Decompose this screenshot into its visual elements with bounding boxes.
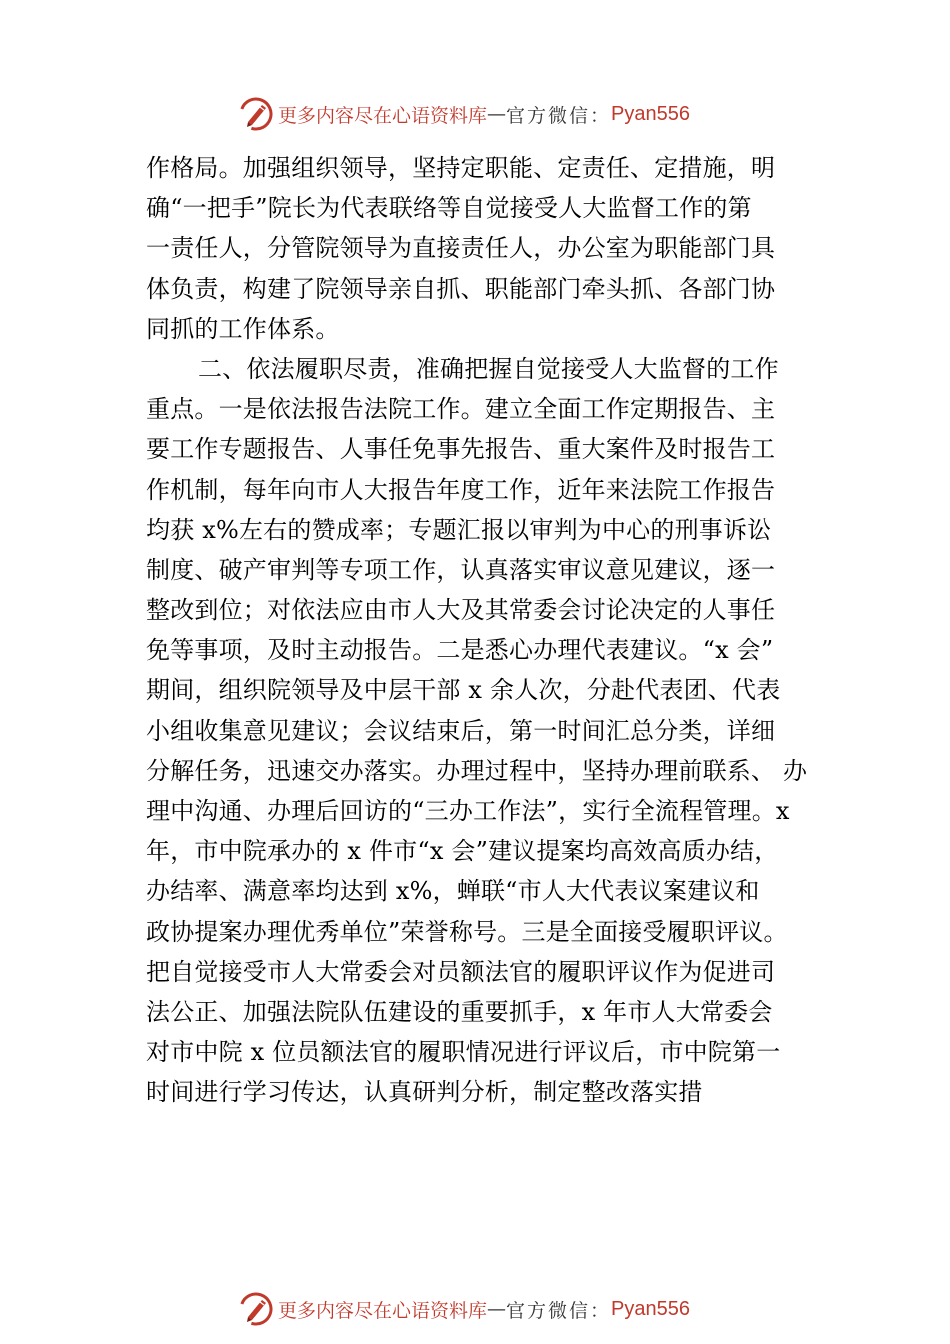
pen-logo-icon — [238, 1291, 274, 1327]
header-wechat-label: 官方微信： — [506, 104, 612, 127]
header-site-name: 更多内容尽在心语资料库 — [278, 104, 488, 127]
text-line: 年，市中院承办的 x 件市“x 会”建议提案均高效高质办结， — [146, 837, 779, 866]
text-line: 作机制，每年向市人大报告年度工作，近年来法院工作报告 — [146, 475, 776, 504]
header-wechat-id: Pyan556 — [611, 102, 690, 125]
text-line: 同抓的工作体系。 — [146, 314, 340, 343]
text-line: 免等事项，及时主动报告。二是悉心办理代表建议。“x 会” — [146, 636, 774, 665]
text-line: 一责任人，分管院领导为直接责任人，办公室为职能部门具 — [146, 234, 776, 263]
text-line: 体负责，构建了院领导亲自抓、职能部门牵头抓、各部门协 — [146, 274, 776, 303]
footer-banner — [238, 1291, 690, 1327]
footer-wechat-id: Pyan556 — [611, 1297, 690, 1320]
text-line: 法公正、加强法院队伍建设的重要抓手，x 年市人大常委会 — [146, 997, 773, 1026]
text-line: 期间，组织院领导及中层干部 x 余人次，分赴代表团、代表 — [146, 676, 781, 705]
text-line: 要工作专题报告、人事任免事先报告、重大案件及时报告工 — [146, 435, 776, 464]
text-line: 确“一把手”院长为代表联络等自觉接受人大监督工作的第 — [146, 194, 752, 223]
pen-logo-icon — [238, 96, 274, 132]
document-body — [146, 148, 826, 1113]
footer-site-name: 更多内容尽在心语资料库 — [278, 1299, 488, 1322]
header-separator: — — [487, 103, 507, 125]
text-line: 作格局。加强组织领导，坚持定职能、定责任、定措施，明 — [146, 154, 776, 182]
text-line: 政协提案办理优秀单位”荣誉称号。三是全面接受履职评议。 — [146, 917, 788, 946]
footer-separator: — — [487, 1298, 507, 1320]
header-banner — [238, 96, 690, 132]
text-line: 对市中院 x 位员额法官的履职情况进行评议后，市中院第一 — [146, 1038, 781, 1067]
text-line: 重点。一是依法报告法院工作。建立全面工作定期报告、主 — [146, 395, 776, 424]
text-line: 理中沟通、办理后回访的“三办工作法”，实行全流程管理。x — [146, 797, 790, 825]
text-line: 制度、破产审判等专项工作，认真落实审议意见建议，逐一 — [146, 555, 776, 584]
text-line: 均获 x%左右的赞成率；专题汇报以审判为中心的刑事诉讼 — [146, 515, 772, 544]
footer-wechat-label: 官方微信： — [506, 1299, 612, 1322]
paragraph-start-line: 二、依法履职尽责，准确把握自觉接受人大监督的工作 — [198, 354, 779, 383]
text-line: 整改到位；对依法应由市人大及其常委会讨论决定的人事任 — [146, 596, 776, 625]
text-line: 时间进行学习传达，认真研判分析，制定整改落实措 — [146, 1078, 703, 1107]
text-line: 办结率、满意率均达到 x%，蝉联“市人大代表议案建议和 — [146, 877, 760, 906]
text-line: 把自觉接受市人大常委会对员额法官的履职评议作为促进司 — [146, 957, 776, 986]
text-line: 小组收集意见建议；会议结束后，第一时间汇总分类，详细 — [146, 716, 776, 745]
text-line: 分解任务，迅速交办落实。办理过程中，坚持办理前联系、 办 — [146, 756, 808, 785]
